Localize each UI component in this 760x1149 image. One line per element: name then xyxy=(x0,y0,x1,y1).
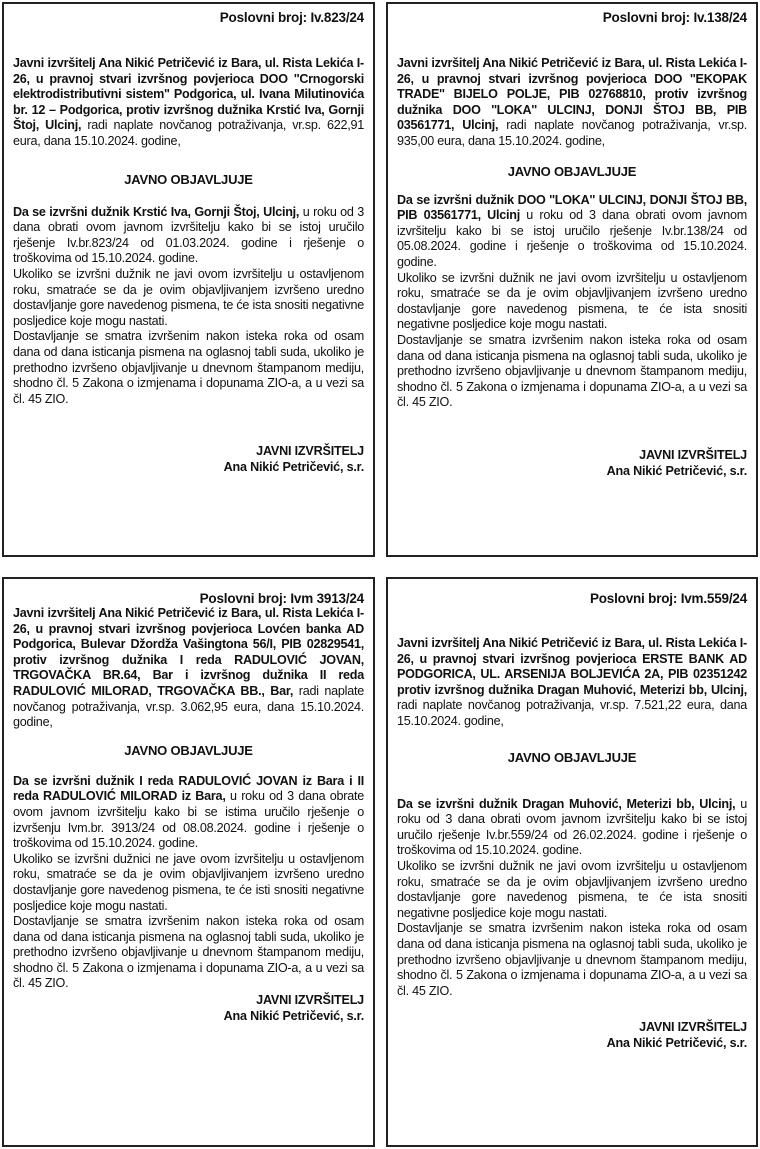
notice-paragraph-2: Ukoliko se izvršni dužnik ne javi ovom izvršitelju u ostavljenom roku, smatraće se da je ovim objavljivanjem izvršeno uredno dostavljanje gore navedenog pismena, te će ista snositi negativne posljedice koje mogu nastati. xyxy=(397,858,747,920)
notice-statement xyxy=(397,193,747,271)
statement-bold: Da se izvršni dužnik I reda RADULOVIĆ JOVAN iz Bara i II reda RADULOVIĆ MILORAD iz Bara, xyxy=(13,773,364,804)
statement-bold: Da se izvršni dužnik Krstić Iva, Gornji Štoj, Ulcinj, xyxy=(13,204,300,219)
intro-rest: radi naplate novčanog potraživanja, vr.sp. 7.521,22 eura, dana 15.10.2024. godine, xyxy=(397,698,747,728)
notice-paragraph-2: Ukoliko se izvršni dužnici ne jave ovom izvršitelju u ostavljenom roku, smatraće se da je ovim objavljivanjem izvršeno uredno dostavljanje gore navedenog pismena, te će isti snositi negativne posljedice koje mogu nastati. xyxy=(13,851,364,913)
notice-heading: JAVNO OBJAVLJUJE xyxy=(124,171,253,187)
statement-rest: u roku od 3 dana obrate ovom javnom izvršitelju kako bi se istima uručilo rješenje o izvršenju Ivm.br. 3913/24 od 08.08.2024. godine i rješenje o troškovima od 15.10.2024. godine. xyxy=(13,789,365,851)
notice-box-ivm-559 xyxy=(386,577,758,1147)
statement-bold: Da se izvršni dužnik Dragan Muhović, Meterizi bb, Ulcinj, xyxy=(397,796,736,811)
signature-name: Ana Nikić Petričević, s.r. xyxy=(606,1036,747,1051)
statement-rest: u roku od 3 dana obrati ovom javnom izvršitelju kako bi se istoj uručilo rješenje Iv.br.823/24 od 01.03.2024. godine i rješenje o troškovima od 15.10.2024. godine. xyxy=(13,204,365,266)
notice-paragraph-2: Ukoliko se izvršni dužnik ne javi ovom izvršitelju u ostavljenom roku, smatraće se da je ovim objavljivanjem izvršeno uredno dostavljanje gore navedenog pismena, te će ista snositi negativne posljedice koje mogu nastati. xyxy=(13,266,364,328)
intro-rest: radi naplate novčanog potraživanja, vr.sp. 935,00 eura, dana 15.10.2024. godine, xyxy=(397,118,747,148)
notice-heading: JAVNO OBJAVLJUJE xyxy=(507,749,637,765)
intro-bold: Javni izvršitelj Ana Nikić Petričević iz Bara, ul. Rista Lekića I-26, u pravnoj stvari izvršnog povjerioca DOO ''Crnogorski elektrodistributivni sistem'' Podgorica, ul. Ivana Milutinovića br. 12 – Podgorica, protiv izvršnog dužnika Krstić Iva, Gornji Štoj, Ulcinj, xyxy=(13,56,364,133)
signature-title: JAVNI IZVRŠITELJ xyxy=(256,444,364,459)
intro-bold: Javni izvršitelj Ana Nikić Petričević iz Bara, ul. Rista Lekića I-26, u pravnoj stvari izvršnog povjerioca DOO ''EKOPAK TRADE'' BIJELO POLJE, PIB 02768810, protiv izvršnog dužnika DOO ''LOKA'' ULCINJ, DONJI ŠTOJ BB, PIB 03561771, Ulcinj, xyxy=(397,56,747,133)
statement-rest: u roku od 3 dana obrati ovom javnom izvršitelju kako bi se istoj uručilo rješenje Iv.br.138/24 od 05.08.2024. godine i rješenje o troškovima od 15.10.2024. godine. xyxy=(397,208,748,269)
signature-title: JAVNI IZVRŠITELJ xyxy=(639,1020,747,1035)
notice-heading: JAVNO OBJAVLJUJE xyxy=(124,742,253,758)
notice-intro xyxy=(13,56,364,150)
notice-paragraph-3: Dostavljanje se smatra izvršenim nakon isteka roka od osam dana od dana isticanja pismena na oglasnoj tabli suda, ukoliko je prethodno izvršeno objavljivanje u dnevnom štampanom mediju, shodno čl. 5 Zakona o izmjenama i dopunama ZIO-a, a u vezi sa čl. 45 ZIO. xyxy=(13,329,364,406)
case-number: Poslovni broj: Ivm 3913/24 xyxy=(199,591,364,606)
notice-intro xyxy=(397,56,747,150)
notice-paragraph-2: Ukoliko se izvršni dužnik ne javi ovom izvršitelju u ostavljenom roku, smatraće se da je ovim objavljivanjem izvršeno uredno dostavljanje gore navedenog pismena, te će ista snositi negativne posljedice koje mogu nastati. xyxy=(397,270,747,332)
statement-bold: Da se izvršni dužnik DOO ''LOKA'' ULCINJ, DONJI ŠTOJ BB, PIB 03561771, Ulcinj xyxy=(397,192,747,223)
intro-bold: Javni izvršitelj Ana Nikić Petričević iz Bara, ul. Rista Lekića I-26, u pravnoj stvari izvršnog povjerioca ERSTE BANK AD PODGORICA, UL. ARSENIJA BOLJEVIĆA 2A, PIB 02351242 protiv izvršnog dužnika Dragan Muhović, Meterizi bb, Ulcinj, xyxy=(397,636,747,697)
notice-intro xyxy=(397,636,747,730)
signature-title: JAVNI IZVRŠITELJ xyxy=(256,993,364,1008)
notice-heading: JAVNO OBJAVLJUJE xyxy=(507,163,637,179)
signature-title: JAVNI IZVRŠITELJ xyxy=(639,447,747,462)
notice-statement xyxy=(397,797,747,859)
case-number: Poslovni broj: Ivm.559/24 xyxy=(589,591,747,606)
case-number: Poslovni broj: Iv.138/24 xyxy=(602,10,747,25)
notice-intro xyxy=(13,606,364,731)
notice-box-iv-138 xyxy=(386,2,758,557)
intro-rest: radi naplate novčanog potraživanja, vr.sp. 3.062,95 eura, dana 15.10.2024. godine, xyxy=(13,683,364,730)
intro-bold: Javni izvršitelj Ana Nikić Petričević iz Bara, ul. Rista Lekića I-26, u pravnoj stvari izvršnog povjerioca Lovćen banka AD Podgorica, Bulevar Džordža Vašingtona 56/I, PIB 02829541, protiv izvršnog dužnika I reda RADULOVIĆ JOVAN, TRGOVAČKA BR.64, Bar i izvršnog dužnika II reda RADULOVIĆ MILORAD, TRGOVAČKA BB., Bar, xyxy=(13,606,364,698)
notice-paragraph-3: Dostavljanje se smatra izvršenim nakon isteka roka od osam dana od dana isticanja pismena na oglasnoj tabli suda, ukoliko je prethodno izvršeno objavljivanje u dnevnom štampanom mediju, shodno čl. 5 Zakona o izmjenama i dopunama ZIO-a, a u vezi sa čl. 45 ZIO. xyxy=(397,921,747,998)
notice-paragraph-3: Dostavljanje se smatra izvršenim nakon isteka roka od osam dana od dana isticanja pismena na oglasnoj tabli suda, ukoliko je prethodno izvršeno objavljivanje u dnevnom štampanom mediju, shodno čl. 5 Zakona o izmjenama i dopunama ZIO-a, a u vezi sa čl. 45 ZIO. xyxy=(397,332,747,410)
statement-rest: u roku od 3 dana obrati ovom javnom izvršitelju kako bi se istoj uručilo rješenje Iv.br.559/24 od 26.02.2024. godine i rješenje o troškovima od 15.10.2024. godine. xyxy=(397,796,747,858)
signature-name: Ana Nikić Petričević, s.r. xyxy=(223,1009,364,1024)
notice-statement xyxy=(13,774,364,852)
notice-paragraph-3: Dostavljanje se smatra izvršenim nakon isteka roka od osam dana od dana isticanja pismena na oglasnoj tabli suda, ukoliko je prethodno izvršeno objavljivanje u dnevnom štampanom mediju, shodno čl. 5 Zakona o izmjenama i dopunama ZIO-a, a u vezi sa čl. 45 ZIO. xyxy=(13,914,364,991)
notice-statement xyxy=(13,205,364,267)
case-number: Poslovni broj: Iv.823/24 xyxy=(219,10,364,25)
notice-box-ivm-3913 xyxy=(2,577,375,1147)
signature-name: Ana Nikić Petričević, s.r. xyxy=(606,463,747,478)
signature-name: Ana Nikić Petričević, s.r. xyxy=(223,460,364,475)
intro-rest: radi naplate novčanog potraživanja, vr.sp. 622,91 eura, dana 15.10.2024. godine, xyxy=(13,118,364,148)
notice-box-iv-823 xyxy=(2,2,375,557)
